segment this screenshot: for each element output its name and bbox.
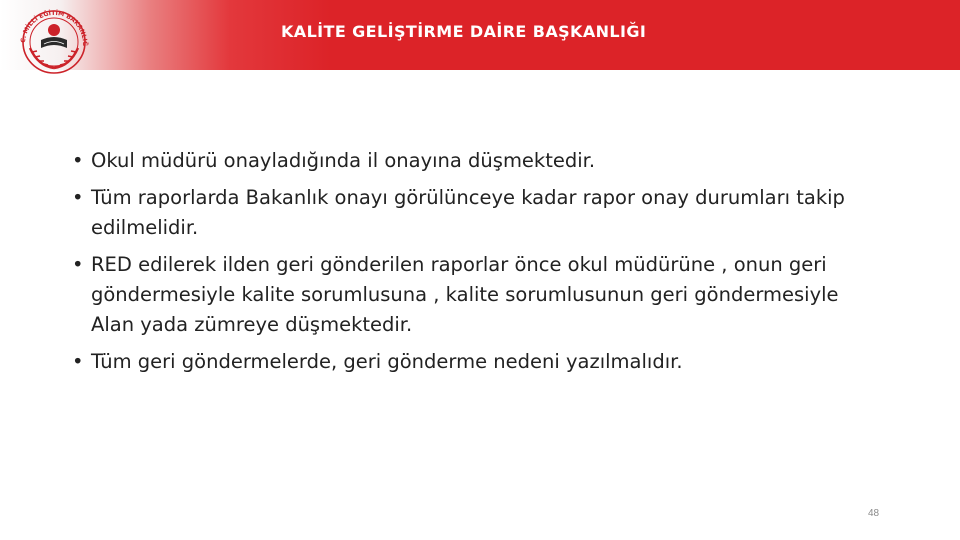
bullet-text: Tüm geri göndermelerde, geri gönderme nedeni yazılmalıdır. (91, 350, 683, 373)
header-title: KALİTE GELİŞTİRME DAİRE BAŞKANLIĞI (281, 22, 647, 41)
list-item (72, 250, 872, 340)
list-item (72, 347, 872, 377)
list-item (72, 146, 872, 176)
header-banner (0, 0, 960, 70)
bullet-text: RED edilerek ilden geri gönderilen raporlar önce okul müdürüne , onun geri göndermesiyle kalite sorumlusuna , kalite sorumlusunun geri göndermesiyle Alan yada zümreye düşmektedir. (91, 253, 839, 336)
bullet-list (72, 146, 872, 384)
bullet-marker: • (72, 149, 84, 172)
bullet-marker: • (72, 350, 84, 373)
list-item (72, 183, 872, 243)
logo-arc-text: C. MİLLİ EĞİTİM BAKANLIĞ (19, 9, 89, 47)
page-number: 48 (868, 508, 880, 519)
bullet-marker: • (72, 186, 84, 209)
bullet-text: Okul müdürü onayladığında il onayına düşmektedir. (91, 149, 596, 172)
ministry-emblem-icon (8, 4, 100, 76)
bullet-marker: • (72, 253, 84, 276)
bullet-text: Tüm raporlarda Bakanlık onayı görülünceye kadar rapor onay durumları takip edilmelidir. (91, 186, 845, 239)
